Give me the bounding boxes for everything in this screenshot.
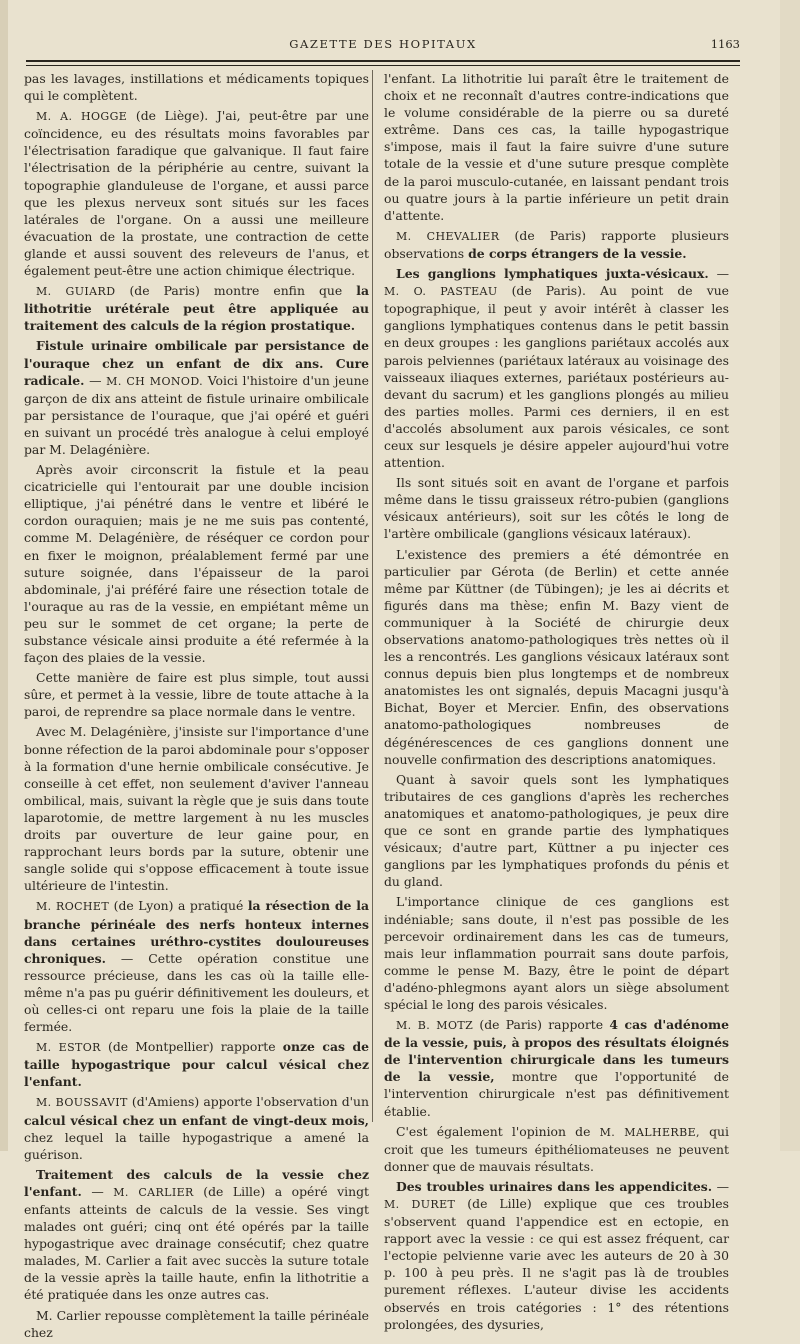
speaker-name: M. O. PASTEAU <box>384 285 498 299</box>
paragraph <box>24 897 369 1035</box>
speaker-name: M. ROCHET <box>36 900 110 914</box>
dash: — <box>708 266 729 282</box>
section-heading: Des troubles urinaires dans les appendicites. <box>396 1178 713 1194</box>
header-rule-thick <box>26 60 740 62</box>
bold-topic: calcul vésical chez un enfant de vingt-deux mois, <box>24 1112 369 1128</box>
paragraph-text: Voici l'histoire d'un jeune garçon de dix ans atteint de fistule urinaire ombilicale par persistance de l'ouraque, que j'ai opéré et guéri en suivant un procédé très analogue à celui employé par M. Delagénière. <box>24 372 369 457</box>
speaker-name: M. BOUSSAVIT <box>36 1096 128 1110</box>
paragraph: Avec M. Delagénière, j'insiste sur l'importance d'une bonne réfection de la paroi abdominale pour s'opposer à la formation d'une hernie ombilicale consécutive. Je conseille à cet effet, non seulement d'aviver l'anneau ombilical, mais, suivant la règle que je suis dans toute laparotomie, de mettre largement à nu les muscles droits par ouverture de leur gaine pour, en rapprochant leurs bords par la suture, obtenir une sangle solide qui s'oppose efficacement à toute issue ultérieure de l'intestin. <box>24 724 369 894</box>
paragraph-text: — Cette opération constitue une ressource précieuse, dans les cas où la taille elle-même n'a pas pu guérir définitivement les douleurs, et où celles-ci ont reparu une fois la plaie de la taille fermée. <box>24 950 369 1035</box>
dash: — <box>81 1183 114 1199</box>
speaker-name: M. MALHERBE, <box>599 1125 700 1139</box>
paragraph-text: (de Liège). J'ai, peut-être par une coïncidence, eu des résultats moins favorables par l'électrisation faradique que galvanique. Il faut faire l'électrisation de la périphérie au centre, suivant la topographie glanduleuse de l'organe, et aussi parce que les plexus nerveux sont situés sur les faces latérales de l'organe. On a aussi une meilleure évacuation de la prostate, une contraction de cette glande et aussi souvent des releveurs de l'anus, et également peut-être une action chimique électrique. <box>24 108 370 279</box>
paragraph-text: (de Paris) montre enfin que <box>115 283 357 299</box>
paragraph: Cette manière de faire est plus simple, tout aussi sûre, et permet à la vessie, libre de toute attache à la paroi, de reprendre sa place normale dans le ventre. <box>24 670 369 720</box>
paragraph <box>24 107 369 279</box>
paragraph: Après avoir circonscrit la fistule et la peau cicatricielle qui l'entourait par une double incision elliptique, j'ai pénétré dans le ventre et libéré le cordon ouraquien; mais je ne me suis pas contenté, comme M. Delagénière, de réséquer ce cordon pour en fixer le moignon, préalablement fermé par une suture soignée, dans l'épaisseur de la paroi abdominale, j'ai préféré faire une résection totale de l'ouraque au ras de la vessie, en empiétant même un peu sur le sommet de cet organe; la perte de substance vésicale ainsi produite a été refermée à la façon des plaies de la vessie. <box>24 462 369 666</box>
section-heading: Traitement des calculs de la vessie chez l'enfant. <box>24 1166 369 1199</box>
paragraph: L'existence des premiers a été démontrée en particulier par Gérota (de Berlin) et cette année même par Küttner (de Tübingen); je les ai décrits et figurés dans ma thèse; enfin M. Bazy vient de communiquer à la Société de chirurgie deux observations anatomo-pathologiques très nettes où il les a rencontrés. Les ganglions vésicaux latéraux sont connus depuis bien plus longtemps et de nombreux anatomistes les ont signalés, depuis Macagni jusqu'à Bichat, Boyer et Mercier. Enfin, des observations anatomo-pathologiques nombreuses de dégénérescences de ces ganglions donnent une nouvelle confirmation des descriptions anatomiques. <box>384 546 729 767</box>
speaker-name: M. GUIARD <box>36 285 116 299</box>
paragraph <box>24 1166 369 1304</box>
speaker-name: M. ESTOR <box>36 1041 101 1055</box>
right-column <box>384 70 729 1336</box>
paragraph-text: (de Paris). Au point de vue topographique, il peut y avoir intérêt à classer les ganglions lymphatiques contenus dans le petit bassin en deux groupes : les ganglions pariétaux accolés aux parois pelviennes (pariétaux latéraux au voisinage des vaisseaux iliaques externes, pariétaux postérieurs au-devant du sacrum) et les ganglions plongés au milieu des parties molles. Parmi ces derniers, il en est d'accolés absolument aux parois vésicales, ce sont ceux sur lesquels je désire appeler aujourd'hui votre attention. <box>384 283 730 471</box>
paragraph: Ils sont situés soit en avant de l'organe et parfois même dans le tissu graisseux rétro-pubien (ganglions vésicaux antérieurs), soit sur les côtés le long de l'artère ombilicale (ganglions vésicaux latéraux). <box>384 475 729 542</box>
journal-title: GAZETTE DES HOPITAUX <box>289 37 477 51</box>
paragraph <box>384 227 729 262</box>
paragraph-text: (de Paris) rapporte plusieurs observations <box>384 227 729 261</box>
paragraph <box>24 337 369 458</box>
running-header <box>26 34 740 54</box>
paragraph <box>384 265 729 471</box>
header-rule-thin <box>26 65 740 66</box>
paragraph-text: (de Lyon) a pratiqué <box>109 898 248 914</box>
paragraph: pas les lavages, instillations et médicaments topiques qui le complètent. <box>24 71 369 104</box>
dash: — <box>712 1178 729 1194</box>
paragraph-text: C'est également l'opinion de <box>396 1123 600 1139</box>
bold-topic: onze cas de taille hypogastrique pour calcul vésical chez l'enfant. <box>24 1039 369 1090</box>
paragraph-text: (de Lille) a opéré vingt enfants atteints de calculs de la vessie. Ses vingt malades ont guéri; cinq ont été opérés par la taille hypogastrique avec drainage consécutif; chez quatre malades, M. Carlier a fait avec succès la suture totale de la vessie après la taille haute, enfin la lithotritie a été pratiquée dans les onze autres cas. <box>24 1183 369 1303</box>
paragraph-text: montre que l'opportunité de l'intervention chirurgicale n'est pas définitivement établie. <box>384 1069 729 1119</box>
paragraph: M. Carlier repousse complètement la taille périnéale chez <box>24 1307 369 1340</box>
paragraph <box>24 282 369 334</box>
section-heading: Les ganglions lymphatiques juxta-vésicaux. <box>396 266 709 282</box>
paragraph <box>384 1123 729 1175</box>
speaker-name: M. A. HOGGE <box>36 110 128 124</box>
paragraph: l'enfant. La lithotritie lui paraît être le traitement de choix et ne reconnaît d'autres contre-indications que le volume considérable de la pierre ou sa dureté extrême. Dans ces cas, la taille hypogastrique s'impose, mais il faut la faire suivre d'une suture totale de la vessie et d'une suture presque complète de la paroi musculo-cutanée, en laissant pendant trois ou quatre jours à la partie inférieure un petit drain d'attente. <box>384 71 729 223</box>
speaker-name: M. CARLIER <box>113 1185 194 1199</box>
left-column <box>24 70 369 1344</box>
paragraph: Quant à savoir quels sont les lymphatiques tributaires de ces ganglions d'après les recherches anatomiques et anatomo-pathologiques, je peux dire que ce sont en grande partie des lymphatiques vésicaux; d'autre part, Küttner a pu injecter ces ganglions par les lymphatiques profonds du pénis et du gland. <box>384 771 729 890</box>
paragraph-text: (d'Amiens) apporte l'observation d'un <box>127 1094 369 1110</box>
paragraph-text: qui croit que les tumeurs épithéliomateuses ne peuvent donner que de mauvais résultats. <box>384 1123 729 1174</box>
bold-topic: la résection de la branche périnéale des nerfs honteux internes dans certaines uréthro-cystites douloureuses chroniques. <box>24 898 369 966</box>
bold-topic: 4 cas d'adénome de la vessie, puis, à propos des résultats éloignés de l'intervention chirurgicale dans les tumeurs de la vessie, <box>384 1017 729 1085</box>
paragraph-text: (de Montpellier) rapporte <box>100 1039 283 1055</box>
dash: — <box>84 372 107 388</box>
paragraph-text: chez lequel la taille hypogastrique a amené la guérison. <box>24 1129 369 1162</box>
paragraph <box>24 1093 369 1162</box>
speaker-name: M. DURET <box>384 1198 456 1211</box>
speaker-name: M. CH MONOD. <box>106 374 204 388</box>
column-divider <box>372 70 373 1122</box>
page-number: 1163 <box>710 37 740 51</box>
paragraph <box>384 1178 729 1333</box>
speaker-name: M. B. MOTZ <box>396 1019 474 1033</box>
paragraph-text: (de Lille) explique que ces troubles s'observent quand l'appendice est en ectopie, en rapport avec la vessie : ce qui est assez fréquent, car l'ectopie pelvienne varie avec les auteurs de 20 à 30 p. 100 à peu près. Il ne s'agit pas là de troubles purement réflexes. L'auteur divise les accidents observés en trois catégories : 1° des rétentions prolongées, des dysuries, <box>384 1196 729 1332</box>
paragraph <box>384 1016 729 1120</box>
paragraph: L'importance clinique de ces ganglions est indéniable; sans doute, il n'est pas possible de les percevoir ordinairement dans les cas de tumeurs, mais leur inflammation pourrait sans doute parfois, comme le pense M. Bazy, être le point de départ d'adéno-phlegmons ayant alors un siège absolument spécial le long des parois vésicales. <box>384 894 729 1012</box>
paragraph <box>24 1038 369 1090</box>
page-edge <box>780 0 800 1151</box>
bold-topic: de corps étrangers de la vessie. <box>468 245 687 261</box>
page-binding-shadow <box>0 0 8 1151</box>
bold-topic: la lithotritie urétérale peut être appliquée au traitement des calculs de la région prostatique. <box>24 283 370 334</box>
paragraph-text: (de Paris) rapporte <box>473 1017 610 1033</box>
section-heading: Fistule urinaire ombilicale par persistance de l'ouraque chez un enfant de dix ans. Cure radicale. <box>24 338 369 388</box>
speaker-name: M. CHEVALIER <box>396 229 500 243</box>
